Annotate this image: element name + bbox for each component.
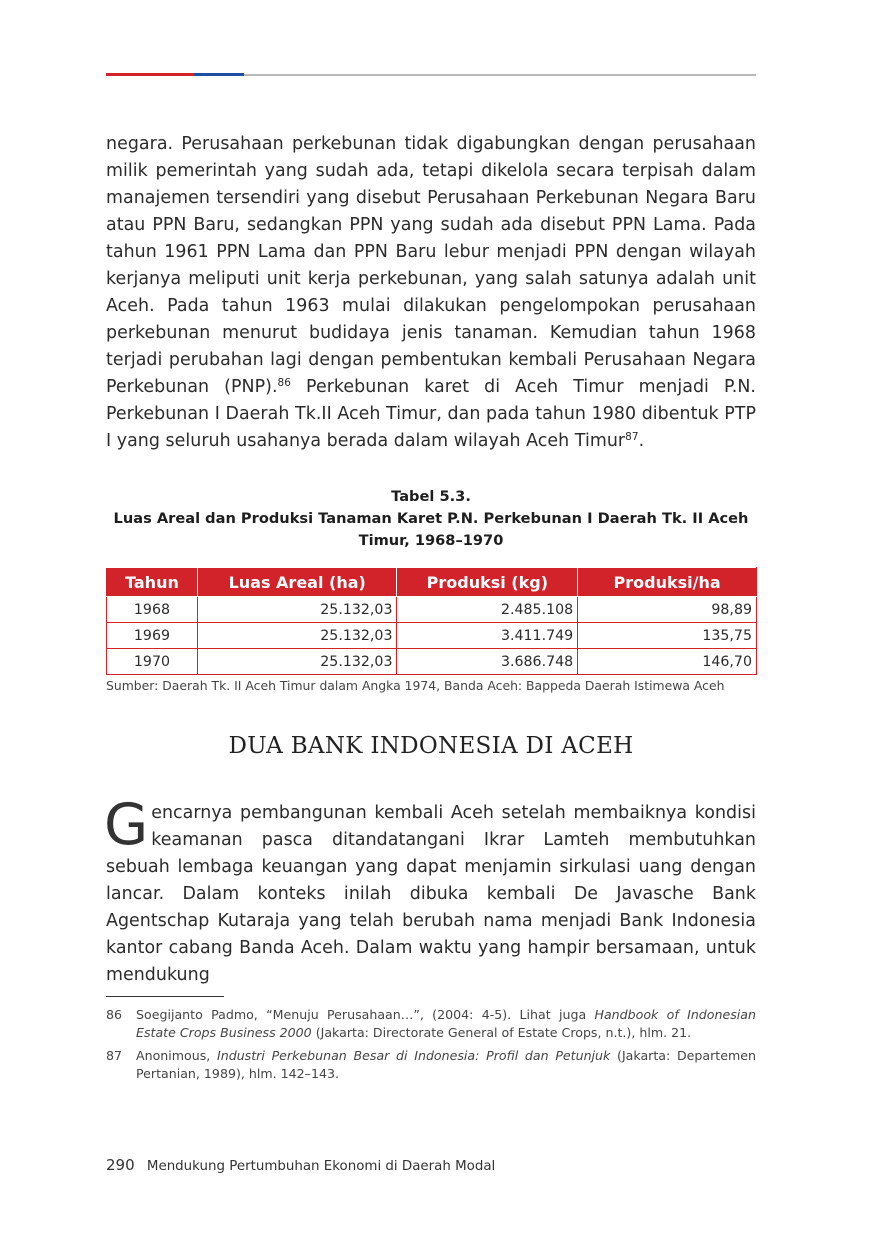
footnote-text: [136, 1047, 756, 1083]
cell-produksi-per-ha: 98,89: [578, 597, 757, 623]
footnote-text: [136, 1006, 756, 1042]
footnote-title: Industri Perkebunan Besar di Indonesia: Profil dan Petunjuk: [217, 1048, 611, 1063]
footnote-text-post: (Jakarta: Departemen Pertanian, 1989), hlm. 142–143.: [136, 1048, 756, 1081]
section-heading: DUA BANK INDONESIA DI ACEH: [228, 733, 634, 759]
cell-produksi-per-ha: 135,75: [578, 623, 757, 649]
section-text: encarnya pembangunan kembali Aceh setelah membaiknya kondisi keamanan pasca ditandatangani Ikrar Lamteh membutuhkan sebuah lembaga keuangan yang dapat menjamin sirkulasi uang dengan lancar. Dalam konteks inilah dibuka kembali De Javasche Bank Agentschap Kutaraja yang telah berubah nama menjadi Bank Indonesia kantor cabang Banda Aceh. Dalam waktu yang hampir bersamaan, untuk mendukung: [106, 803, 756, 985]
footnote-text-pre: Soegijanto Padmo, “Menuju Perusahaan…”, (2004: 4-5). Lihat juga: [136, 1007, 595, 1022]
cell-luas-areal: 25.132,03: [197, 649, 397, 675]
table-row: [107, 597, 757, 623]
table-row: [107, 649, 757, 675]
cell-luas-areal: 25.132,03: [197, 597, 397, 623]
paragraph-text: negara. Perusahaan perkebunan tidak digabungkan dengan perusahaan milik pemerintah yang sudah ada, tetapi dikelola secara terpisah dalam manajemen tersendiri yang disebut Perusahaan Perkebunan Negara Baru atau PPN Baru, sedangkan PPN yang sudah ada disebut PPN Lama. Pada tahun 1961 PPN Lama dan PPN Baru lebur menjadi PPN dengan wilayah kerjanya meliputi unit kerja perkebunan, yang salah satunya adalah unit Aceh. Pada tahun 1963 mulai dilakukan pengelompokan perusahaan perkebunan menurut budidaya jenis tanaman. Kemudian tahun 1968 terjadi perubahan lagi dengan pembentukan kembali Perusahaan Negara Perkebunan (PNP).: [106, 134, 756, 397]
column-header-tahun: Tahun: [107, 568, 198, 597]
footnote-text-post: (Jakarta: Directorate General of Estate Crops, n.t.), hlm. 21.: [311, 1025, 692, 1040]
table-label: Tabel 5.3.: [391, 488, 471, 505]
footnote-number: 87: [106, 1048, 123, 1063]
drop-cap: G: [104, 792, 149, 858]
table-header-row: [107, 568, 757, 597]
table-title: Luas Areal dan Produksi Tanaman Karet P.N. Perkebunan I Daerah Tk. II Aceh Timur, 1968–1970: [113, 510, 749, 549]
footnote: [106, 1047, 756, 1083]
footnote-ref[interactable]: 86: [277, 377, 292, 389]
table-caption: [106, 486, 756, 552]
header-rule: [106, 73, 756, 76]
footnote-separator: [106, 996, 224, 997]
paragraph-text-continued: Perkebunan karet di Aceh Timur menjadi P.N. Perkebunan I Daerah Tk.II Aceh Timur, dan pada tahun 1980 dibentuk PTP I yang seluruh usahanya berada dalam wilayah Aceh Timur: [106, 377, 757, 451]
footnote: [106, 1006, 756, 1042]
page-footer: [106, 1156, 495, 1174]
cell-tahun: 1970: [107, 649, 198, 675]
body-paragraph: [106, 131, 756, 455]
paragraph-end: .: [638, 431, 645, 451]
header-rule-blue: [194, 73, 244, 76]
cell-tahun: 1969: [107, 623, 198, 649]
header-rule-red: [106, 73, 194, 76]
cell-produksi: 3.686.748: [397, 649, 578, 675]
cell-luas-areal: 25.132,03: [197, 623, 397, 649]
cell-produksi: 3.411.749: [397, 623, 578, 649]
column-header-luas-areal: Luas Areal (ha): [197, 568, 397, 597]
column-header-produksi-per-ha: Produksi/ha: [578, 568, 757, 597]
footnote-ref[interactable]: 87: [625, 431, 639, 443]
section-paragraph: [104, 792, 756, 989]
cell-produksi: 2.485.108: [397, 597, 578, 623]
footnote-number: 86: [106, 1007, 123, 1022]
header-rule-gray: [244, 74, 756, 76]
cell-tahun: 1968: [107, 597, 198, 623]
table-source: Sumber: Daerah Tk. II Aceh Timur dalam Angka 1974, Banda Aceh: Bappeda Daerah Istimewa Aceh: [106, 678, 725, 693]
data-table: [106, 567, 757, 675]
column-header-produksi: Produksi (kg): [397, 568, 578, 597]
footnote-text-pre: Anonimous,: [136, 1048, 218, 1063]
footnote-title: Handbook of Indonesian Estate Crops Business 2000: [136, 1007, 756, 1040]
table-row: [107, 623, 757, 649]
cell-produksi-per-ha: 146,70: [578, 649, 757, 675]
running-title: Mendukung Pertumbuhan Ekonomi di Daerah Modal: [146, 1159, 496, 1174]
page-number: 290: [106, 1156, 135, 1174]
